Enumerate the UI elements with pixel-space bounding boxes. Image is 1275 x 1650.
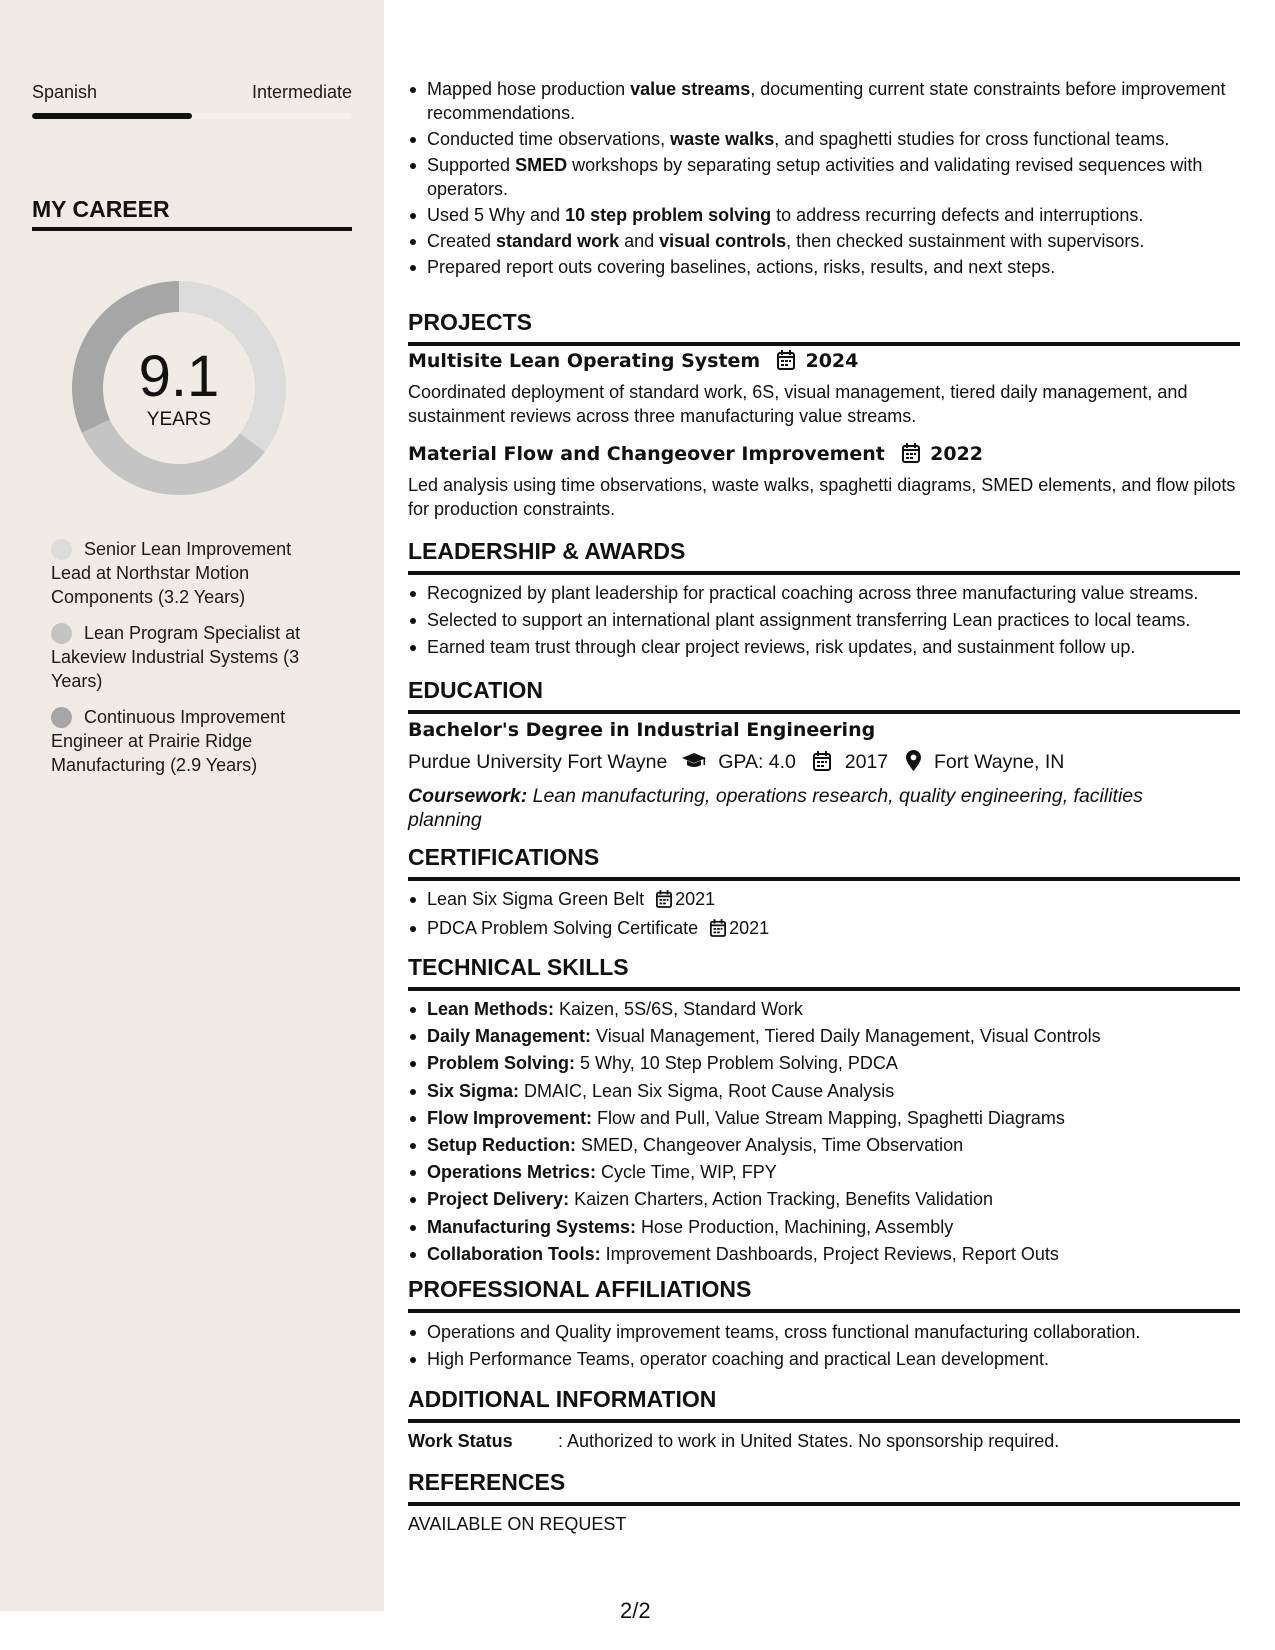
skill-item: Operations Metrics: Cycle Time, WIP, FPY: [408, 1160, 1240, 1184]
references-title: REFERENCES: [408, 1469, 1240, 1506]
affiliation-item: Operations and Quality improvement teams, cross functional manufacturing collaboration.: [408, 1320, 1240, 1344]
skill-item: Manufacturing Systems: Hose Production, Machining, Assembly: [408, 1215, 1240, 1239]
calendar-icon: [902, 443, 920, 468]
project-year: 2022: [930, 443, 984, 465]
experience-bullet: Created standard work and visual controls, then checked sustainment with supervisors.: [408, 229, 1240, 253]
certifications-title: CERTIFICATIONS: [408, 844, 1240, 881]
skill-item: Lean Methods: Kaizen, 5S/6S, Standard Work: [408, 997, 1240, 1021]
experience-bullets: [408, 77, 1240, 279]
career-item-text: Continuous Improvement Engineer at Prairie Ridge Manufacturing (2.9 Years): [51, 707, 286, 775]
legend-dot: [51, 707, 72, 728]
experience-bullet: Prepared report outs covering baselines, actions, risks, results, and next steps.: [408, 255, 1240, 279]
leadership-item: Recognized by plant leadership for practical coaching across three manufacturing value streams.: [408, 581, 1240, 605]
project-heading: [408, 443, 1240, 468]
project-heading: [408, 350, 1240, 375]
career-section-rule: [32, 227, 352, 231]
projects-title: PROJECTS: [408, 309, 1240, 346]
language-level: Intermediate: [251, 82, 352, 102]
education-coursework: [408, 784, 1208, 832]
skills-title: TECHNICAL SKILLS: [408, 954, 1240, 991]
project-name: Material Flow and Changeover Improvement: [408, 443, 885, 465]
project-description: Coordinated deployment of standard work, 6S, visual management, tiered daily management, and sustainment reviews across three manufacturing value streams.: [408, 382, 1188, 426]
project-item: [408, 350, 1240, 428]
affiliation-item: High Performance Teams, operator coaching and practical Lean development.: [408, 1347, 1240, 1371]
sidebar: [0, 0, 384, 1611]
education-details: [408, 749, 1240, 778]
career-years-unit: YEARS: [146, 409, 212, 430]
project-name: Multisite Lean Operating System: [408, 350, 761, 372]
donut-segment: [82, 420, 265, 495]
leadership-title: LEADERSHIP & AWARDS: [408, 538, 1240, 575]
education-location: Fort Wayne, IN: [933, 751, 1065, 773]
certification-name: PDCA Problem Solving Certificate: [427, 918, 699, 938]
calendar-icon: [777, 350, 795, 375]
leadership-list: [408, 581, 1240, 659]
skill-item: Flow Improvement: Flow and Pull, Value Stream Mapping, Spaghetti Diagrams: [408, 1106, 1240, 1130]
certification-year: 2021: [675, 889, 716, 909]
certification-year: 2021: [729, 918, 770, 938]
page-number: 2/2: [620, 1598, 651, 1623]
calendar-icon: [813, 751, 831, 778]
skills-list: [408, 997, 1240, 1266]
career-item-text: Lean Program Specialist at Lakeview Industrial Systems (3 Years): [51, 623, 301, 691]
skill-item: Setup Reduction: SMED, Changeover Analysis, Time Observation: [408, 1133, 1240, 1157]
career-section-title: MY CAREER: [32, 196, 170, 222]
work-status-label: Work Status: [408, 1431, 513, 1451]
skill-item: Daily Management: Visual Management, Tiered Daily Management, Visual Controls: [408, 1024, 1240, 1048]
career-item-text: Senior Lean Improvement Lead at Northstar Motion Components (3.2 Years): [51, 539, 292, 607]
graduation-cap-icon: [681, 751, 707, 777]
certification-item: [408, 916, 1240, 943]
education-school: Purdue University Fort Wayne: [408, 751, 668, 773]
references-text: AVAILABLE ON REQUEST: [408, 1514, 627, 1534]
additional-info-title: ADDITIONAL INFORMATION: [408, 1386, 1240, 1423]
experience-bullet: Supported SMED workshops by separating setup activities and validating revised sequences with operators.: [408, 153, 1240, 201]
work-status-row: [408, 1429, 1240, 1453]
experience-bullet: Used 5 Why and 10 step problem solving to address recurring defects and interruptions.: [408, 203, 1240, 227]
career-item: [51, 621, 321, 693]
leadership-item: Earned team trust through clear project reviews, risk updates, and sustainment follow up.: [408, 635, 1240, 659]
certification-item: [408, 887, 1240, 914]
education-title: EDUCATION: [408, 677, 1240, 714]
career-list: [51, 537, 321, 789]
career-item: [51, 537, 321, 609]
calendar-icon: [656, 890, 672, 914]
experience-bullet: Mapped hose production value streams, documenting current state constraints before improvement recommendations.: [408, 77, 1240, 125]
affiliations-list: [408, 1320, 1240, 1371]
legend-dot: [51, 623, 72, 644]
coursework-label: Coursework:: [408, 785, 528, 807]
language-proficiency-bar: [32, 113, 352, 119]
certification-name: Lean Six Sigma Green Belt: [427, 889, 645, 909]
leadership-item: Selected to support an international plant assignment transferring Lean practices to local teams.: [408, 608, 1240, 632]
education-degree: Bachelor's Degree in Industrial Engineering: [408, 719, 876, 741]
career-item: [51, 705, 321, 777]
education-entry: [408, 719, 1240, 832]
affiliations-title: PROFESSIONAL AFFILIATIONS: [408, 1276, 1240, 1313]
skill-item: Problem Solving: 5 Why, 10 Step Problem Solving, PDCA: [408, 1051, 1240, 1075]
education-gpa: GPA: 4.0: [718, 751, 796, 773]
legend-dot: [51, 539, 72, 560]
coursework-value: Lean manufacturing, operations research, quality engineering, facilities planning: [408, 785, 1143, 831]
language-name: Spanish: [32, 82, 98, 102]
certifications-list: [408, 887, 1240, 943]
education-year: 2017: [844, 751, 889, 773]
project-item: [408, 443, 1240, 521]
experience-bullet: Conducted time observations, waste walks, and spaghetti studies for cross functional teams.: [408, 127, 1240, 151]
calendar-icon: [710, 919, 726, 943]
career-years-total: 9.1: [138, 344, 220, 409]
project-description: Led analysis using time observations, waste walks, spaghetti diagrams, SMED elements, and flow pilots for production constraints.: [408, 475, 1236, 519]
language-row: [32, 82, 352, 103]
project-year: 2024: [805, 350, 859, 372]
work-status-value: : Authorized to work in United States. No sponsorship required.: [558, 1431, 1060, 1451]
language-proficiency-fill: [32, 113, 192, 119]
skill-item: Project Delivery: Kaizen Charters, Action Tracking, Benefits Validation: [408, 1187, 1240, 1211]
skill-item: Collaboration Tools: Improvement Dashboards, Project Reviews, Report Outs: [408, 1242, 1240, 1266]
skill-item: Six Sigma: DMAIC, Lean Six Sigma, Root Cause Analysis: [408, 1079, 1240, 1103]
location-pin-icon: [906, 750, 921, 778]
